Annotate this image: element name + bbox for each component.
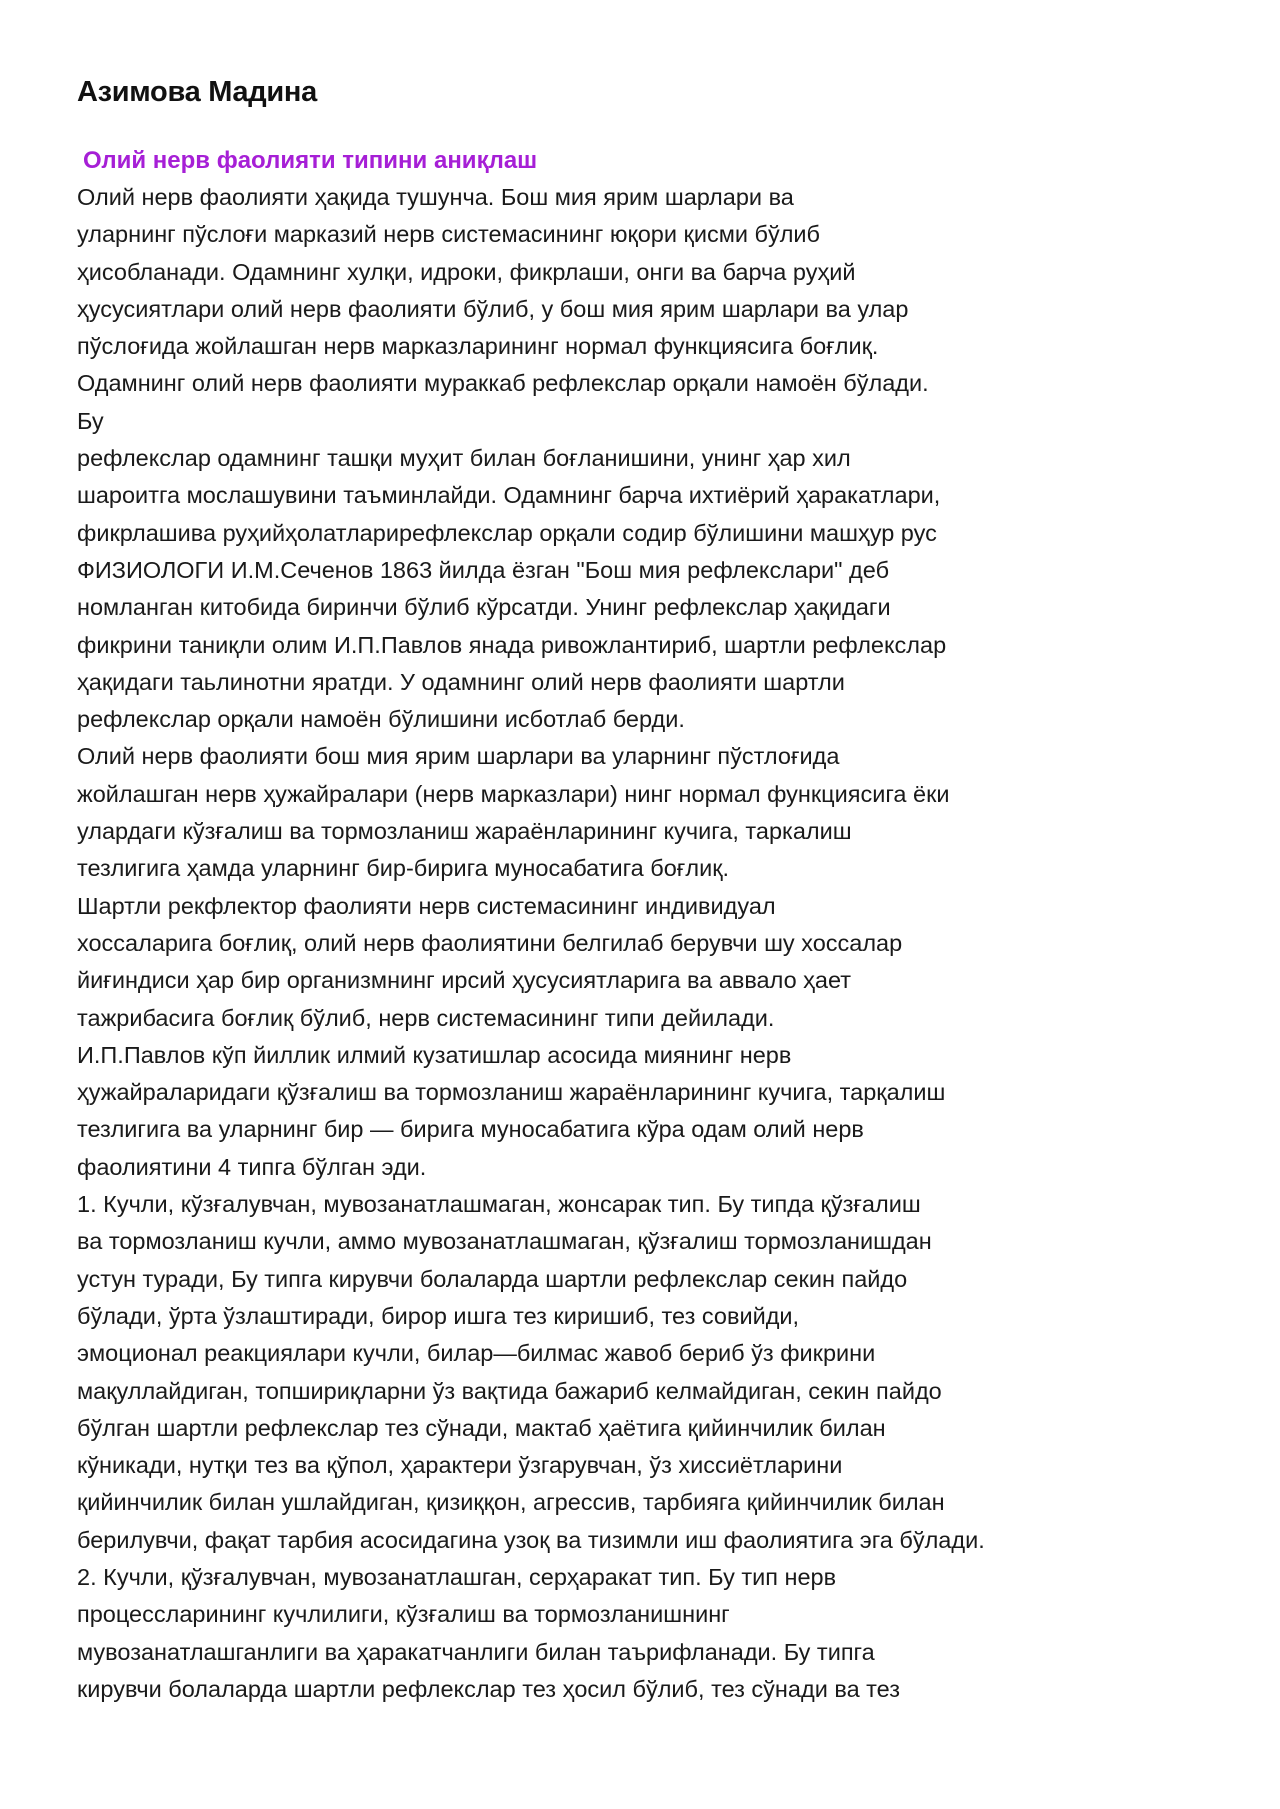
text-line: қийинчилик билан ушлайдиган, қизиққон, агрессив, тарбияга қийинчилик билан bbox=[77, 1489, 945, 1516]
text-line: бўлган шартли рефлекслар тез сўнади, мактаб ҳаётига қийинчилик билан bbox=[77, 1414, 886, 1441]
document-title: Олий нерв фаолияти типини аниқлаш bbox=[83, 147, 538, 174]
text-line: 2. Кучли, қўзғалувчан, мувозанатлашган, серҳаракат тип. Бу тип нерв bbox=[77, 1563, 837, 1590]
text-line: 1. Кучли, кўзғалувчан, мувозанатлашмаган, жонсарак тип. Бу типда қўзғалиш bbox=[77, 1191, 921, 1218]
text-line: рефлекслар орқали намоён бўлишини исботлаб берди. bbox=[77, 706, 685, 733]
text-line: номланган китобида биринчи бўлиб кўрсатди. Унинг рефлекслар ҳақидаги bbox=[77, 594, 891, 621]
text-line: ҳусусиятлари олий нерв фаолияти бўлиб, у бош мия ярим шарлари ва улар bbox=[77, 295, 909, 322]
text-line: ҳисобланади. Одамнинг хулқи, идроки, фикрлаши, онги ва барча руҳий bbox=[77, 258, 856, 285]
text-line: фикрлашива руҳийҳолатларирефлекслар орқали содир бўлишини машҳур рус bbox=[77, 519, 937, 546]
text-line: мақуллайдиган, топшириқларни ўз вақтида бажариб келмайдиган, секин пайдо bbox=[77, 1377, 942, 1404]
text-line: тажрибасига боғлиқ бўлиб, нерв системасининг типи дейилади. bbox=[77, 1004, 775, 1031]
text-line: хоссаларига боғлиқ, олий нерв фаолиятини белгилаб берувчи шу хоссалар bbox=[77, 929, 903, 956]
text-line: Олий нерв фаолияти ҳақида тушунча. Бош мия ярим шарлари ва bbox=[77, 184, 794, 210]
text-line: Шартли рекфлектор фаолияти нерв системасининг индивидуал bbox=[77, 892, 776, 919]
text-line: Одамнинг олий нерв фаолияти мураккаб рефлекслар орқали намоён бўлади. bbox=[77, 370, 929, 397]
text-line: шароитга мослашувини таъминлайди. Одамнинг барча ихтиёрий ҳаракатлари, bbox=[77, 482, 941, 509]
text-line: фикрини таниқли олим И.П.Павлов янада ривожлантириб, шартли рефлекслар bbox=[77, 631, 947, 658]
text-line: тезлигига ҳамда уларнинг бир-бирига муносабатига боғлиқ. bbox=[77, 855, 730, 882]
text-line: Бу bbox=[77, 407, 104, 434]
text-line: кўникади, нутқи тез ва қўпол, ҳарактери ўзгарувчан, ўз хиссиётларини bbox=[77, 1452, 843, 1479]
text-line: ҳақидаги таьлинотни яратди. У одамнинг олий нерв фаолияти шартли bbox=[77, 668, 845, 695]
text-line: процессларининг кучлилиги, кўзғалиш ва тормозланишнинг bbox=[77, 1601, 730, 1628]
text-line: эмоционал реакциялари кучли, билар—билмас жавоб бериб ўз фикрини bbox=[77, 1340, 876, 1367]
author-name: Азимова Мадина bbox=[77, 76, 317, 108]
text-line: ҳужайраларидаги қўзғалиш ва тормозланиш жараёнларининг кучига, тарқалиш bbox=[77, 1079, 946, 1106]
text-line: устун туради, Бу типга кирувчи болаларда шартли рефлекслар секин пайдо bbox=[77, 1265, 908, 1292]
text-line: тезлигига ва уларнинг бир — бирига муносабатига кўра одам олий нерв bbox=[77, 1116, 864, 1143]
text-line: кирувчи болаларда шартли рефлекслар тез ҳосил бўлиб, тез сўнади ва тез bbox=[77, 1675, 900, 1702]
document-body bbox=[77, 143, 1217, 1708]
text-line: уларнинг пўслоғи марказий нерв системасининг юқори қисми бўлиб bbox=[77, 221, 821, 248]
text-line: И.П.Павлов кўп йиллик илмий кузатишлар асосида миянинг нерв bbox=[77, 1041, 792, 1068]
text-line: ФИЗИОЛОГИ И.М.Сеченов 1863 йилда ёзган "Бош мия рефлекслари" деб bbox=[77, 556, 890, 583]
text-line: бўлади, ўрта ўзлаштиради, бирор ишга тез киришиб, тез совийди, bbox=[77, 1302, 800, 1329]
text-line: мувозанатлашганлиги ва ҳаракатчанлиги билан таърифланади. Бу типга bbox=[77, 1638, 875, 1665]
text-line: жойлашган нерв ҳужайралари (нерв марказлари) нинг нормал функциясига ёки bbox=[77, 780, 950, 807]
text-line: ва тормозланиш кучли, аммо мувозанатлашмаган, қўзғалиш тормозланишдан bbox=[77, 1228, 932, 1255]
text-line: пўслоғида жойлашган нерв марказларининг нормал функциясига боғлиқ. bbox=[77, 333, 879, 360]
text-line: улардаги кўзғалиш ва тормозланиш жараёнларининг кучига, таркалиш bbox=[77, 818, 852, 845]
text-line: йиғиндиси ҳар бир организмнинг ирсий ҳусусиятларига ва аввало ҳает bbox=[77, 967, 852, 994]
text-line: берилувчи, фақат тарбия асосидагина узоқ ва тизимли иш фаолиятига эга бўлади. bbox=[77, 1526, 985, 1553]
text-line: фаолиятини 4 типга бўлган эди. bbox=[77, 1153, 427, 1180]
text-line: Олий нерв фаолияти бош мия ярим шарлари ва уларнинг пўстлоғида bbox=[77, 743, 840, 770]
text-line: рефлекслар одамнинг ташқи муҳит билан боғланишини, унинг ҳар хил bbox=[77, 445, 851, 472]
